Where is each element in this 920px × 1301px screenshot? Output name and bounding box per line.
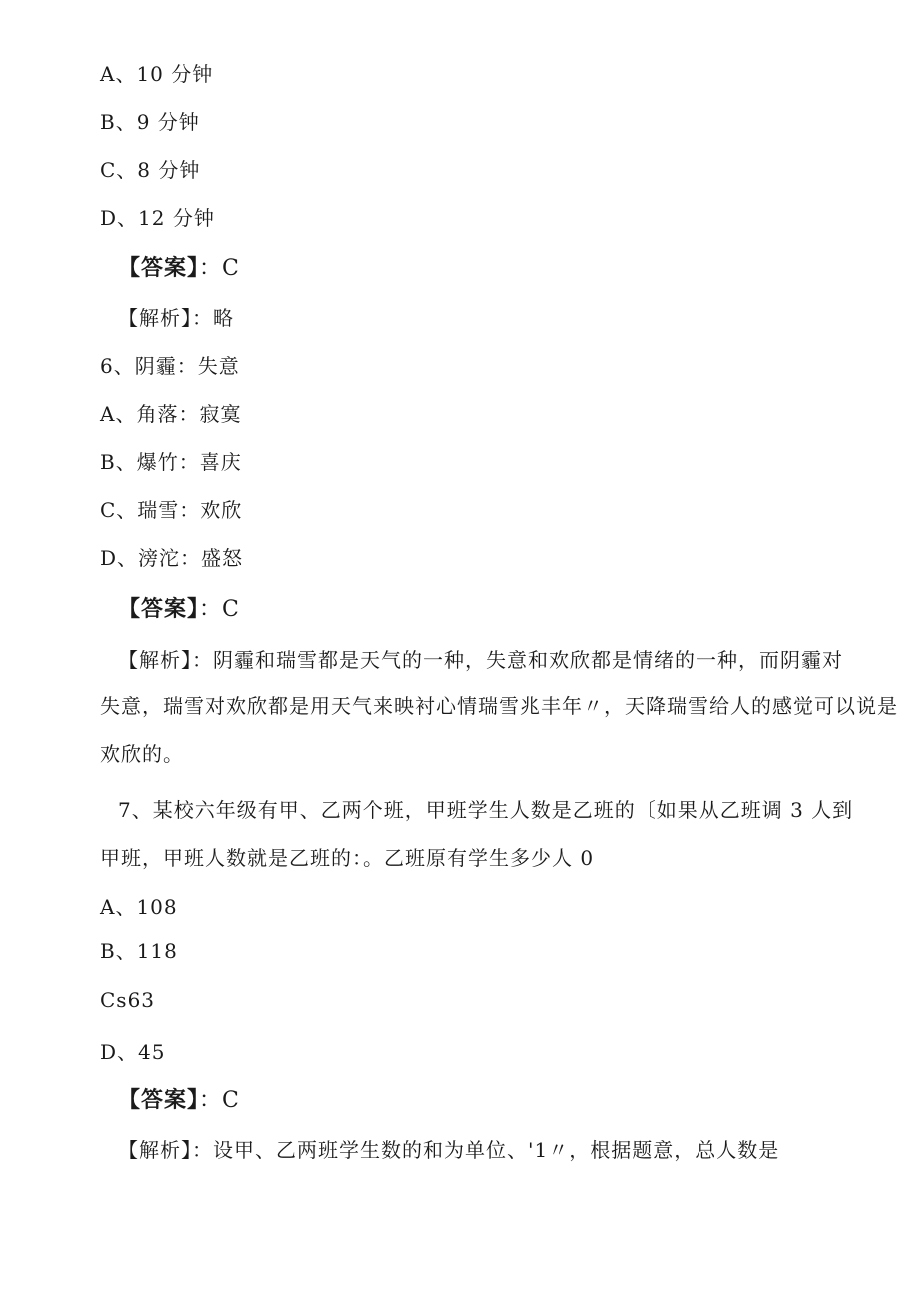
- answer-tag: 【答案】: [118, 256, 200, 281]
- q6-option-a: A、角落：寂寞: [100, 402, 242, 426]
- q7-option-d: D、45: [100, 1040, 166, 1064]
- answer-tag: 【答案】: [118, 1088, 200, 1113]
- q5-analysis: [118, 304, 234, 332]
- q6-option-d: D、滂沱：盛怒: [100, 546, 244, 570]
- q7-option-a: A、108: [100, 895, 178, 919]
- q7-analysis: [118, 1136, 779, 1164]
- q7-stem-line1: 7、某校六年级有甲、乙两个班，甲班学生人数是乙班的〔如果从乙班调 3 人到: [118, 798, 854, 822]
- q5-option-b: B、9 分钟: [100, 110, 200, 134]
- q7-stem-line2: 甲班，甲班人数就是乙班的：。乙班原有学生多少人 0: [100, 846, 595, 870]
- q7-option-c: Cs63: [100, 988, 156, 1012]
- q5-option-c: C、8 分钟: [100, 158, 201, 182]
- q6-analysis-line2: 失意，瑞雪对欢欣都是用天气来映衬心情瑞雪兆丰年〃，天降瑞雪给人的感觉可以说是: [100, 694, 898, 718]
- q6-analysis-line3: 欢欣的。: [100, 742, 184, 766]
- analysis-tag: 【解析】: [118, 306, 192, 330]
- q7-answer: [118, 1087, 240, 1115]
- analysis-text: ：阴霾和瑞雪都是天气的一种，失意和欢欣都是情绪的一种，而阴霾对: [192, 648, 843, 672]
- answer-value: ：C: [199, 256, 240, 281]
- q6-option-c: C、瑞雪：欢欣: [100, 498, 243, 522]
- q6-analysis-line1: [118, 646, 843, 674]
- q6-stem: 6、阴霾：失意: [100, 354, 240, 378]
- analysis-tag: 【解析】: [118, 1138, 192, 1162]
- q7-option-b: B、118: [100, 939, 178, 963]
- q6-option-b: B、爆竹：喜庆: [100, 450, 242, 474]
- answer-value: ：C: [199, 597, 240, 622]
- q6-answer: [118, 596, 240, 624]
- q5-option-a: A、10 分钟: [100, 62, 214, 86]
- q5-option-d: D、12 分钟: [100, 206, 215, 230]
- answer-value: ：C: [199, 1088, 240, 1113]
- q5-answer: [118, 255, 240, 283]
- analysis-text: ：设甲、乙两班学生数的和为单位、'1〃，根据题意，总人数是: [192, 1138, 780, 1162]
- analysis-text: ：略: [192, 306, 234, 330]
- answer-tag: 【答案】: [118, 597, 200, 622]
- analysis-tag: 【解析】: [118, 648, 192, 672]
